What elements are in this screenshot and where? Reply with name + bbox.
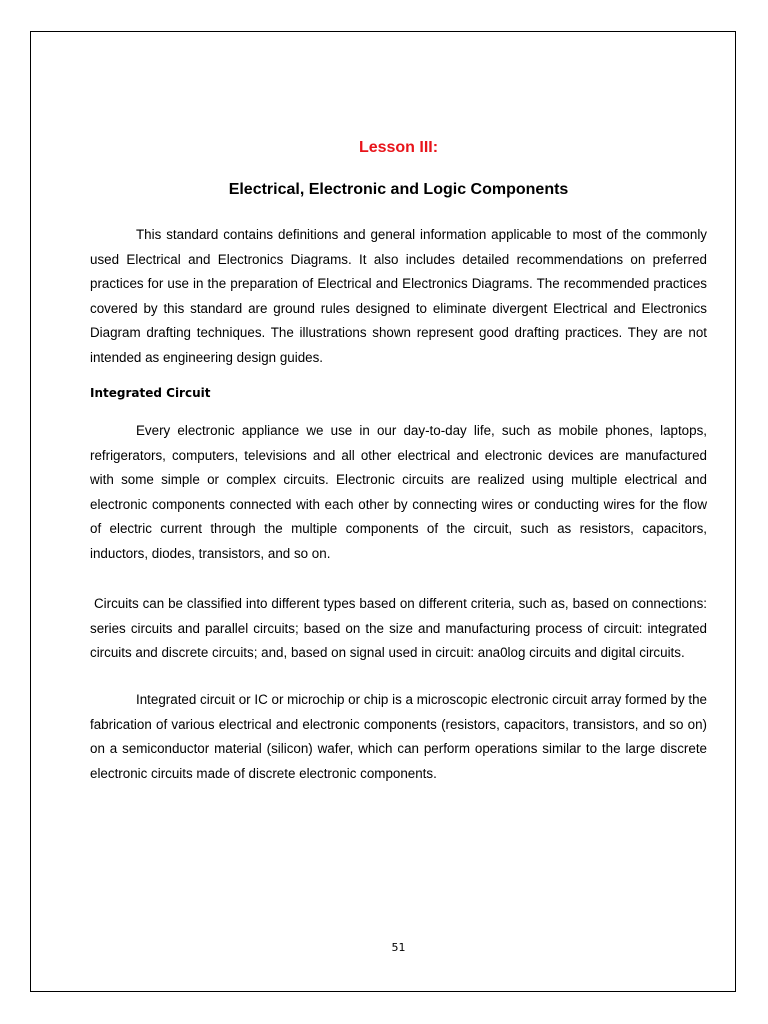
page-number: 51 (391, 941, 406, 954)
main-heading: Electrical, Electronic and Logic Components (228, 181, 569, 198)
paragraph-circuit-classification: Circuits can be classified into different types based on different criteria, such as, based on connections: series circuits and parallel circuits; based on the size and manufacturing process of circuit: integrated circuits and discrete circuits; and, based on signal used in circuit: ana0log circuits and digital circuits. (90, 596, 707, 661)
paragraph-integrated-circuit-definition: Integrated circuit or IC or microchip or chip is a microscopic electronic circuit array formed by the fabrication of various electrical and electronic components (resistors, capacitors, transistors, and so on) on a semiconductor material (silicon) wafer, which can perform operations similar to the large discrete electronic circuits made of discrete electronic components. (90, 692, 707, 781)
section-heading-integrated-circuit: Integrated Circuit (90, 386, 211, 400)
paragraph-electronic-appliances: Every electronic appliance we use in our day-to-day life, such as mobile phones, laptops, refrigerators, computers, televisions and all other electrical and electronic devices are manufactured with some simple or complex circuits. Electronic circuits are realized using multiple electrical and electronic components connected with each other by connecting wires or conducting wires for the flow of electric current through the multiple components of the circuit, such as resistors, capacitors, inductors, diodes, transistors, and so on. (90, 423, 707, 561)
document-page (30, 31, 736, 992)
intro-paragraph: This standard contains definitions and general information applicable to most of the commonly used Electrical and Electronics Diagrams. It also includes detailed recommendations on preferred practices for use in the preparation of Electrical and Electronics Diagrams. The recommended practices covered by this standard are ground rules designed to eliminate divergent Electrical and Electronics Diagram drafting techniques. The illustrations shown represent good drafting practices. They are not intended as engineering design guides. (90, 227, 707, 365)
lesson-title: Lesson III: (358, 139, 439, 156)
